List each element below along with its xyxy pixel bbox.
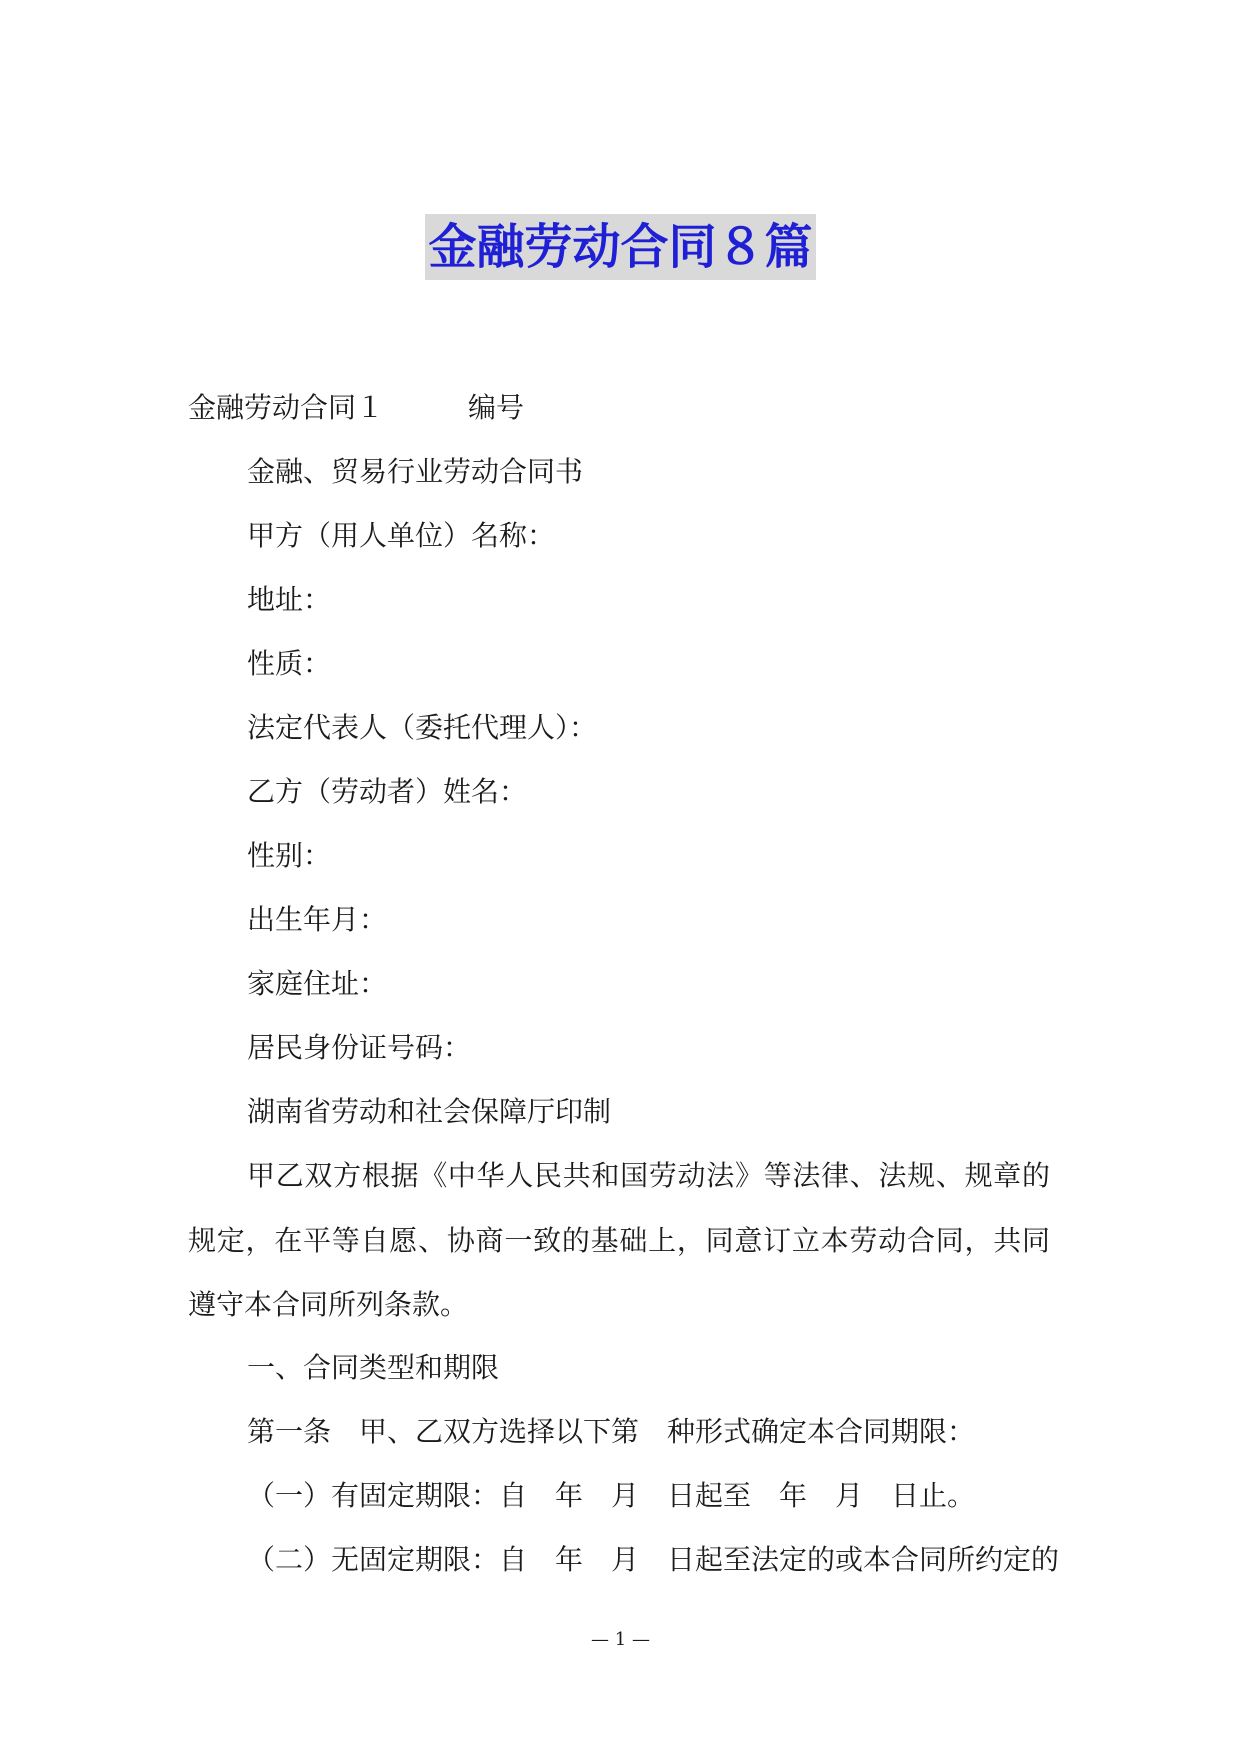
contract-book-title: 金融、贸易行业劳动合同书 <box>247 455 584 488</box>
id-number-field: 居民身份证号码： <box>247 1031 472 1064</box>
printer-note: 湖南省劳动和社会保障厅印制 <box>247 1095 612 1128</box>
article-one: 第一条 甲、乙双方选择以下第 种形式确定本合同期限： <box>247 1415 976 1448</box>
nature-field: 性质： <box>247 647 332 680</box>
party-a-name-field: 甲方（用人单位）名称： <box>247 519 556 552</box>
gender-field: 性别： <box>247 839 332 872</box>
birth-date-field: 出生年月： <box>247 903 388 936</box>
section-heading: 金融劳动合同１ 编号 <box>188 391 525 424</box>
section-one-heading: 一、合同类型和期限 <box>247 1351 500 1384</box>
page-number: — 1 — <box>591 1629 650 1650</box>
address-field: 地址： <box>247 583 332 616</box>
open-term-clause: （二）无固定期限：自 年 月 日起至法定的或本合同所约定的 <box>247 1543 1060 1576</box>
party-b-name-field: 乙方（劳动者）姓名： <box>247 775 528 808</box>
document-title: 金融劳动合同８篇 <box>425 214 815 280</box>
preamble-paragraph: 甲乙双方根据《中华人民共和国劳动法》等法律、法规、规章的规定，在平等自愿、协商一致的基础上，同意订立本劳动合同，共同遵守本合同所列条款。 <box>188 1159 1050 1321</box>
legal-rep-field: 法定代表人（委托代理人）： <box>247 711 598 744</box>
title-container <box>0 214 1241 280</box>
home-address-field: 家庭住址： <box>247 967 388 1000</box>
fixed-term-clause: （一）有固定期限：自 年 月 日起至 年 月 日止。 <box>247 1479 976 1512</box>
